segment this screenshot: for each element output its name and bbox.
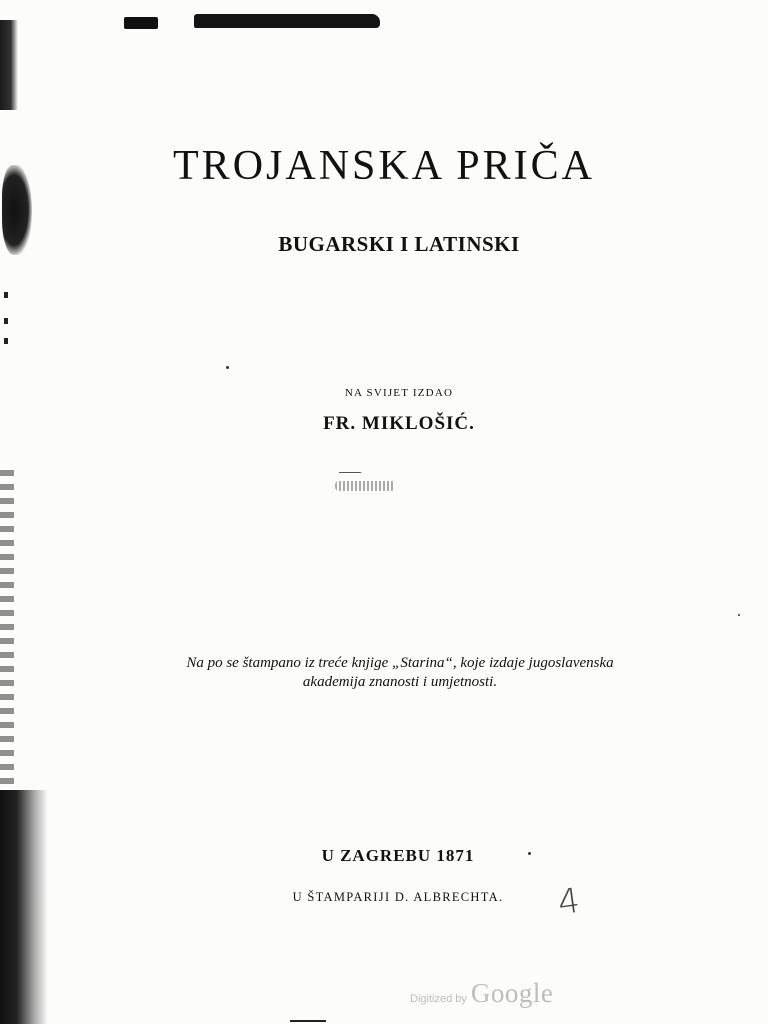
printer-name: U ŠTAMPARIJI D. ALBRECHTA. xyxy=(292,890,504,904)
scan-edge-artifact xyxy=(0,20,18,110)
scan-bottom-mark xyxy=(290,1020,326,1022)
book-title: TROJANSKA PRIČA xyxy=(173,143,595,189)
book-subtitle: BUGARSKI I LATINSKI xyxy=(278,232,520,256)
publication-note xyxy=(110,654,690,692)
place-and-year: U ZAGREBU 1871 xyxy=(321,846,475,865)
watermark-brand: Google xyxy=(470,978,554,1008)
editor-label: NA SVIJET IZDAO xyxy=(344,387,454,399)
note-line-1: Na po se štampano iz treće knjige „Starina“, koje izdaje jugoslavenska xyxy=(186,655,614,671)
scan-edge-shadow xyxy=(0,790,48,1024)
scan-edge-mark xyxy=(4,292,8,298)
digitized-watermark xyxy=(410,978,553,1012)
scan-edge-mark xyxy=(4,318,8,324)
handwritten-mark: 4 xyxy=(555,880,583,924)
stamp-scribble xyxy=(335,481,395,491)
scan-speck xyxy=(738,614,740,616)
scan-top-bar xyxy=(194,14,380,28)
scan-top-mark xyxy=(124,17,158,29)
scan-edge-mark xyxy=(4,338,8,344)
note-line-2: akademija znanosti i umjetnosti. xyxy=(302,674,498,690)
watermark-prefix: Digitized by xyxy=(410,993,467,1005)
library-stamp xyxy=(335,472,397,494)
scan-speck xyxy=(226,366,229,369)
author-name: FR. MIKLOŠIĆ. xyxy=(323,413,475,434)
stamp-line xyxy=(339,472,361,473)
